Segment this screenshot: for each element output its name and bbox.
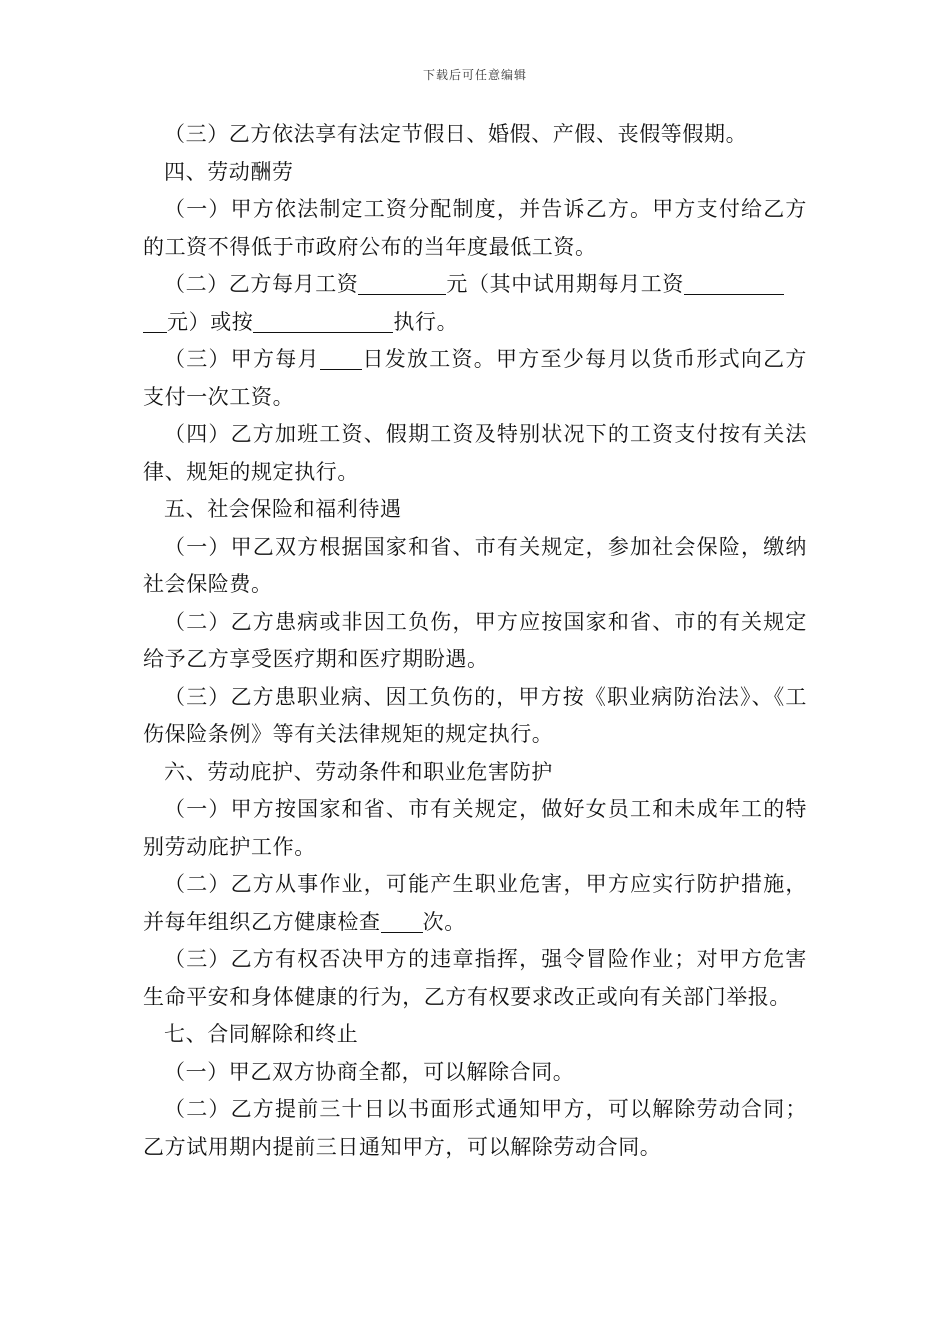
section-heading-insurance: 五、社会保险和福利待遇 <box>164 497 402 521</box>
blank-probation-wage <box>684 272 784 295</box>
text-fragment: （三）甲方每月 <box>164 347 320 371</box>
blank-pay-day <box>320 347 362 370</box>
blank-probation-wage-cont <box>143 310 167 333</box>
text-fragment: 次。 <box>422 909 466 934</box>
text-fragment: （二）乙方每月工资 <box>164 272 359 296</box>
text-fragment: 元）或按 <box>167 309 254 334</box>
text-fragment: 执行。 <box>393 309 459 334</box>
paragraph-wage-system: （一）甲方依法制定工资分配制度，并告诉乙方。甲方支付给乙方的工资不得低于市政府公布的当年度最低工资。 <box>143 197 807 259</box>
paragraph-pay-day <box>143 341 807 416</box>
paragraph-holidays: （三）乙方依法享有法定节假日、婚假、产假、丧假等假期。 <box>164 122 748 146</box>
section-heading-termination: 七、合同解除和终止 <box>164 1022 359 1046</box>
text-fragment: 日发放工资。甲方至少每月以货币形式向乙方支付一次工资。 <box>143 347 808 409</box>
blank-check-count <box>381 910 423 933</box>
text-fragment: 元（其中试用期每月工资 <box>446 272 685 296</box>
text-fragment: （二）乙方从事作业，可能产生职业危害，甲方应实行防护措施，并每年组织乙方健康检查 <box>143 872 807 934</box>
paragraph-social-insurance: （一）甲乙双方根据国家和省、市有关规定，参加社会保险，缴纳社会保险费。 <box>143 534 807 596</box>
paragraph-health-check <box>143 866 807 941</box>
blank-wage-standard <box>253 310 393 333</box>
document-body <box>143 116 807 1166</box>
section-heading-protection: 六、劳动庇护、劳动条件和职业危害防护 <box>164 759 553 784</box>
paragraph-special-protection: （一）甲方按国家和省、市有关规定，做好女员工和未成年工的特别劳动庇护工作。 <box>143 797 807 859</box>
paragraph-refuse-orders: （三）乙方有权否决甲方的违章指挥，强令冒险作业；对甲方危害生命平安和身体健康的行为，乙方有权要求改正或向有关部门举报。 <box>143 947 807 1009</box>
paragraph-monthly-wage <box>143 266 807 341</box>
blank-monthly-wage <box>358 272 446 295</box>
paragraph-mutual-termination: （一）甲乙双方协商全都，可以解除合同。 <box>164 1059 575 1084</box>
paragraph-medical: （二）乙方患病或非因工负伤，甲方应按国家和省、市的有关规定给予乙方享受医疗期和医疗期盼遇。 <box>143 609 807 671</box>
paragraph-notice-termination: （二）乙方提前三十日以书面形式通知甲方，可以解除劳动合同；乙方试用期内提前三日通知甲方，可以解除劳动合同。 <box>143 1097 807 1159</box>
header-note: 下载后可任意编辑 <box>422 68 527 82</box>
paragraph-occupational-disease: （三）乙方患职业病、因工负伤的，甲方按《职业病防治法》、《工伤保险条例》等有关法律规矩的规定执行。 <box>143 684 807 746</box>
section-heading-remuneration: 四、劳动酬劳 <box>164 159 294 184</box>
paragraph-overtime: （四）乙方加班工资、假期工资及特别状况下的工资支付按有关法律、规矩的规定执行。 <box>143 422 807 484</box>
